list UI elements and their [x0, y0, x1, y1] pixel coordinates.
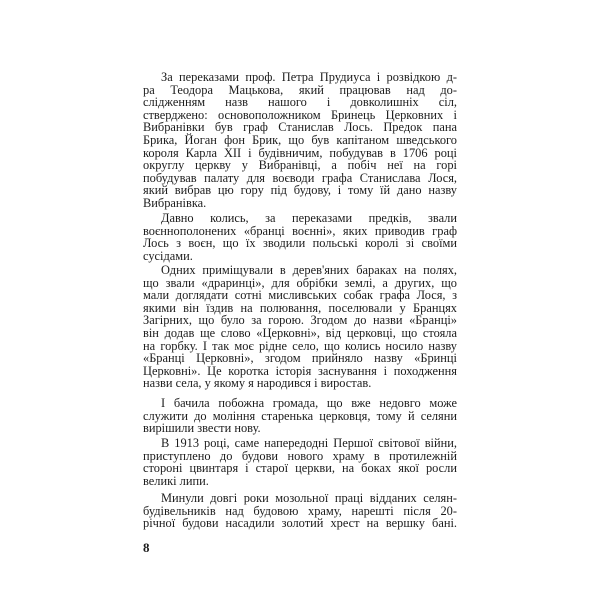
- text-line: назви села, у якому я народився і виростав.: [143, 376, 372, 391]
- text-line: стороні цвинтаря і старої церкви, на боках якої росли: [143, 461, 457, 476]
- text-line: побудував палату для воєводи графа Станислава Лося,: [143, 170, 457, 185]
- paragraph: [143, 397, 457, 435]
- text-line: «Бранці Церковні», згодом прийняло назву «Бринці: [143, 351, 457, 366]
- text-line: Лось з воєн, що їх зводили польські королі зі своїми: [143, 236, 457, 251]
- text-line: що звали «драринці», для обрібки землі, а других, що: [143, 275, 457, 290]
- text-line: Вибранівки був граф Станислав Лось. Предок пана: [143, 120, 457, 135]
- text-line: стверджено: основоположником Бринець Церковних і: [143, 107, 457, 122]
- text-line: Минули довгі роки мозольної праці відданих селян-: [161, 491, 457, 505]
- text-line: короля Карла XII і будівничим, побудував в 1706 році: [143, 145, 457, 160]
- text-line: мали доглядати сотні мисливських собак графа Лося, з: [143, 288, 457, 303]
- text-line: служити до моління старенька церковця, тому й селяни: [143, 408, 457, 423]
- page-number: 8: [143, 540, 150, 555]
- paragraph: [143, 212, 457, 262]
- paragraph: [143, 437, 457, 487]
- text-line: приступлено до будови нового храму в протилежній: [143, 448, 457, 463]
- paragraph: [143, 71, 457, 210]
- text-line: Брика, Йоган фон Брик, що був капітаном шведського: [143, 132, 457, 147]
- text-line: річної будови насадили золотий хрест на вершку бані.: [143, 516, 457, 531]
- text-line: Одних приміщували в дерев'яних бараках на полях,: [161, 263, 457, 277]
- text-line: воєннополонених «бранці воєнні», яких приводив граф: [143, 223, 457, 238]
- text-line: ра Теодора Мацькова, який працював над до-: [143, 82, 457, 97]
- text-line: він додав ще слово «Церковні», від церковці, що стояла: [143, 325, 457, 340]
- text-line: на горбку. І так моє рідне село, що колись носило назву: [143, 338, 457, 353]
- text-line: Давно колись, за переказами предків, звали: [161, 211, 457, 225]
- text-line: якими він їздив на полювання, поселювали у Бранцях: [143, 300, 457, 315]
- text-line: вирішили звести нову.: [143, 421, 261, 436]
- text-line: сусідами.: [143, 248, 193, 263]
- text-line: великі липи.: [143, 473, 209, 488]
- text-line: Вибранівка.: [143, 195, 207, 210]
- text-line: І бачила побожна громада, що вже недовго може: [161, 396, 457, 410]
- paragraph: [143, 492, 457, 530]
- text-line: Загірних, що було за горою. Згодом до назви «Бранці»: [143, 313, 457, 328]
- text-line: який вибрав цю гору під будову, і тому їй дано назву: [143, 183, 457, 198]
- paragraph: [143, 264, 457, 390]
- text-line: слідженням назв нашого і довколишніх сіл,: [143, 95, 457, 110]
- text-line: В 1913 році, саме напередодні Першої світової війни,: [161, 436, 457, 450]
- text-line: будівельників над будовою храму, нарешті після 20-: [143, 503, 457, 518]
- text-line: За переказами проф. Петра Прудиуса і розвідкою д-: [161, 70, 457, 84]
- text-line: округлу церкву у Вибранівці, а побіч неї на горі: [143, 158, 457, 173]
- text-line: Церковні». Це коротка історія заснування і походження: [143, 363, 457, 378]
